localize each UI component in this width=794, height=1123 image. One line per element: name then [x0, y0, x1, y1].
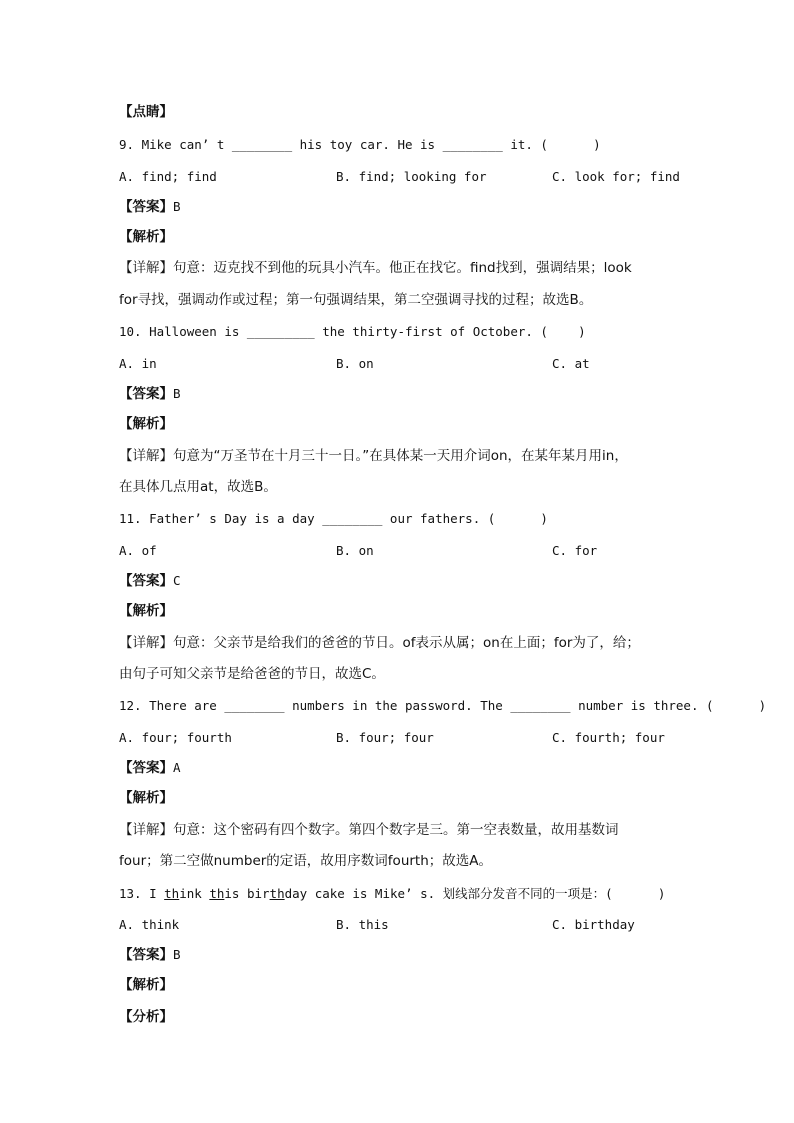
question-13-option-c: C. birthday [552, 917, 635, 932]
question-10-jiexi-tag: 【解析】 [119, 416, 173, 432]
question-11-detail-line-2: 由句子可知父亲节是给爸爸的节日，故选C。 [119, 666, 385, 682]
question-13-prefix: 13. I [119, 886, 165, 901]
question-12-stem: 12. There are ________ numbers in the password. The ________ number is three. ( ) [119, 698, 767, 713]
question-13-stem [119, 883, 665, 904]
question-11-option-b: B. on [336, 543, 374, 558]
answer-tag: 【答案】 [119, 760, 173, 776]
question-9-detail-line-2: for寻找，强调动作或过程；第一句强调结果，第二空强调寻找的过程；故选B。 [119, 292, 593, 308]
answer-tag: 【答案】 [119, 199, 173, 215]
dianjing-tag: 【点睛】 [119, 104, 173, 120]
question-11-stem: 11. Father’ s Day is a day ________ our fathers. ( ) [119, 511, 548, 526]
question-13-option-b: B. this [336, 917, 389, 932]
underlined-th-think: th [164, 886, 180, 901]
question-12-answer [119, 757, 181, 778]
answer-tag: 【答案】 [119, 947, 173, 963]
question-10-option-a: A. in [119, 356, 157, 371]
question-13-text-3: day cake is Mike’ s. 划线部分发音不同的一项是：( ) [284, 886, 666, 901]
question-9-detail-line-1: 【详解】句意：迈克找不到他的玩具小汽车。他正在找它。find找到，强调结果；look [119, 260, 632, 276]
question-9-jiexi-tag: 【解析】 [119, 229, 173, 245]
underlined-th-this: th [209, 886, 225, 901]
question-13-answer [119, 944, 181, 965]
question-10-option-b: B. on [336, 356, 374, 371]
question-11-jiexi-tag: 【解析】 [119, 603, 173, 619]
question-12-answer-value: A [173, 760, 181, 775]
question-13-text-1: ink [179, 886, 210, 901]
question-11-answer-value: C [173, 573, 181, 588]
question-13-text-2: is bir [224, 886, 270, 901]
question-13-option-a: A. think [119, 917, 180, 932]
question-9-option-c: C. look for; find [552, 169, 680, 184]
question-11-option-c: C. for [552, 543, 598, 558]
question-12-detail-line-2: four；第二空做number的定语，故用序数词fourth；故选A。 [119, 853, 493, 869]
question-12-option-c: C. fourth; four [552, 730, 665, 745]
question-9-answer-value: B [173, 199, 181, 214]
question-11-option-a: A. of [119, 543, 157, 558]
question-9-answer [119, 196, 181, 217]
question-12-option-b: B. four; four [336, 730, 434, 745]
answer-tag: 【答案】 [119, 573, 173, 589]
question-10-stem: 10. Halloween is _________ the thirty-first of October. ( ) [119, 324, 586, 339]
question-10-detail-line-1: 【详解】句意为“万圣节在十月三十一日。”在具体某一天用介词on，在某年某月用in， [119, 448, 628, 464]
question-12-option-a: A. four; fourth [119, 730, 232, 745]
question-9-stem: 9. Mike can’ t ________ his toy car. He is ________ it. ( ) [119, 137, 601, 152]
question-11-answer [119, 570, 181, 591]
answer-tag: 【答案】 [119, 386, 173, 402]
question-9-option-a: A. find; find [119, 169, 217, 184]
question-13-jiexi-tag: 【解析】 [119, 977, 173, 993]
question-13-answer-value: B [173, 947, 181, 962]
question-10-answer [119, 383, 181, 404]
question-10-option-c: C. at [552, 356, 590, 371]
question-12-jiexi-tag: 【解析】 [119, 790, 173, 806]
question-11-detail-line-1: 【详解】句意：父亲节是给我们的爸爸的节日。of表示从属；on在上面；for为了，给； [119, 635, 640, 651]
question-13-fenxi-tag: 【分析】 [119, 1009, 173, 1025]
question-10-answer-value: B [173, 386, 181, 401]
question-10-detail-line-2: 在具体几点用at，故选B。 [119, 479, 277, 495]
question-12-detail-line-1: 【详解】句意：这个密码有四个数字。第四个数字是三。第一空表数量，故用基数词 [119, 822, 619, 838]
question-9-option-b: B. find; looking for [336, 169, 487, 184]
underlined-th-birthday: th [269, 886, 285, 901]
